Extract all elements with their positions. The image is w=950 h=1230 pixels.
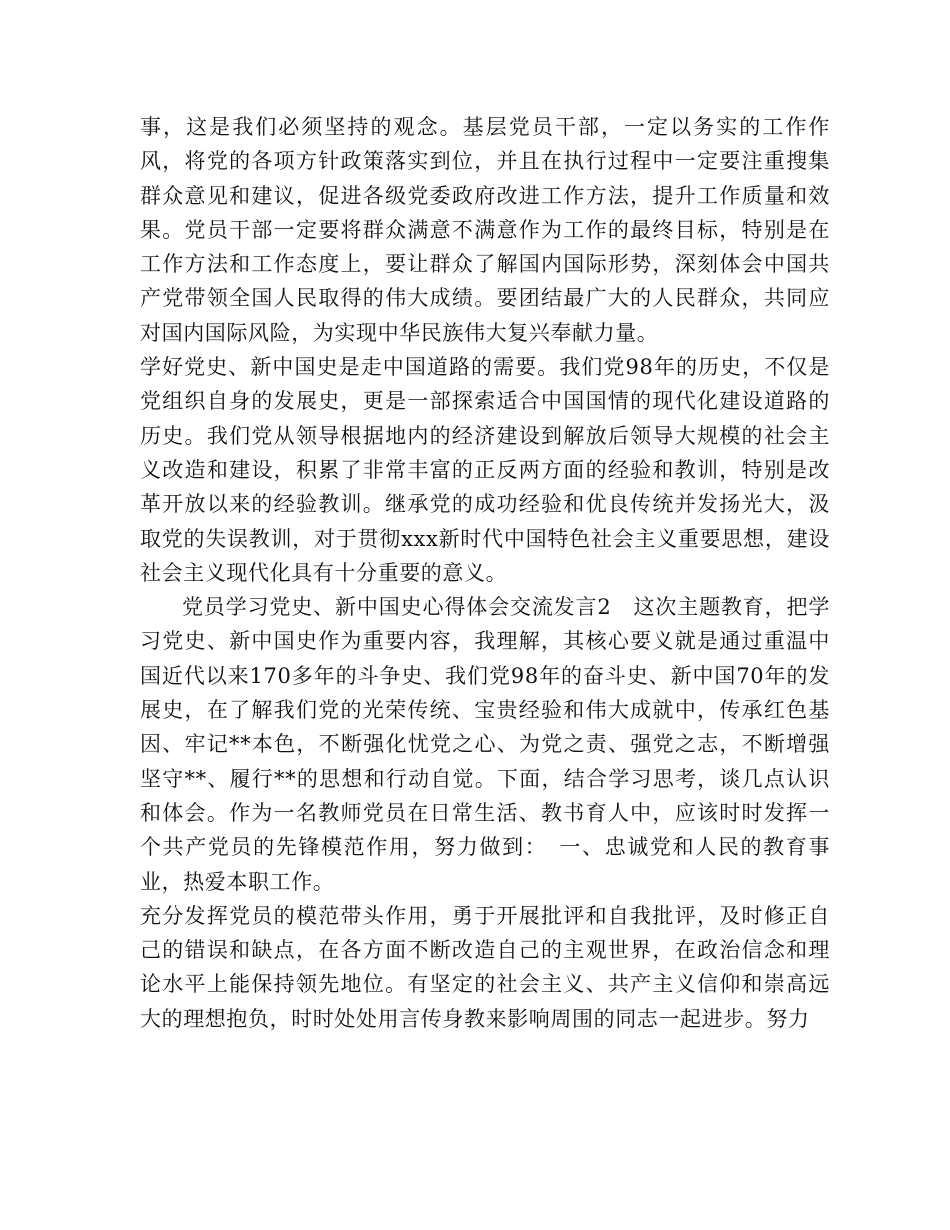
paragraph-2: 学好党史、新中国史是走中国道路的需要。我们党98年的历史，不仅是党组织自身的发展史，更是一部探索适合中国国情的现代化建设道路的历史。我们党从领导根据地内的经济建设到解放后领导大规模的社会主义改造和建设，积累了非常丰富的正反两方面的经验和教训，特别是改革开放以来的经验教训。继承党的成功经验和优良传统并发扬光大，汲取党的失误教训，对于贯彻xxx新时代中国特色社会主义重要思想，建设社会主义现代化具有十分重要的意义。 — [140, 355, 830, 585]
paragraph-1: 事，这是我们必须坚持的观念。基层党员干部，一定以务实的工作作风，将党的各项方针政策落实到位，并且在执行过程中一定要注重搜集群众意见和建议，促进各级党委政府改进工作方法，提升工作质量和效果。党员干部一定要将群众满意不满意作为工作的最终目标，特别是在工作方法和工作态度上，要让群众了解国内国际形势，深刻体会中国共产党带领全国人民取得的伟大成绩。要团结最广大的人民群众，共同应对国内国际风险，为实现中华民族伟大复兴奉献力量。 — [140, 115, 830, 345]
paragraph-3: 党员学习党史、新中国史心得体会交流发言2 这次主题教育，把学习党史、新中国史作为重要内容，我理解，其核心要义就是通过重温中国近代以来170多年的斗争史、我们党98年的奋斗史、新中国70年的发展史，在了解我们党的光荣传统、宝贵经验和伟大成就中，传承红色基因、牢记**本色，不断强化忧党之心、为党之责、强党之志，不断增强坚守**、履行**的思想和行动自觉。下面，结合学习思考，谈几点认识和体会。作为一名教师党员在日常生活、教书育人中，应该时时发挥一个共产党员的先锋模范作用，努力做到： 一、忠诚党和人民的教育事业，热爱本职工作。 — [140, 595, 830, 894]
document-body — [140, 110, 830, 1036]
paragraph-4: 充分发挥党员的模范带头作用，勇于开展批评和自我批评，及时修正自己的错误和缺点，在各方面不断改造自己的主观世界，在政治信念和理论水平上能保持领先地位。有坚定的社会主义、共产主义信仰和崇高远大的理想抱负，时时处处用言传身教来影响周围的同志一起进步。努力 — [140, 903, 830, 1031]
